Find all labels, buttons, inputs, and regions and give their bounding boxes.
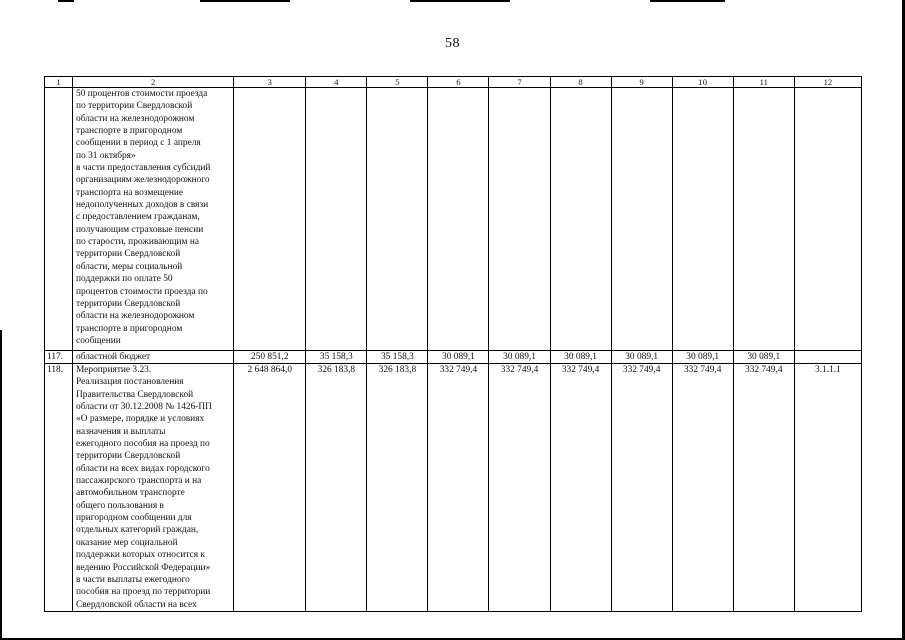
row-number: 118.: [45, 364, 73, 612]
value-cell: 30 089,1: [611, 351, 672, 364]
value-cell: 30 089,1: [733, 351, 794, 364]
scan-edge-top: [650, 0, 725, 2]
header-cell: 10: [672, 77, 733, 88]
table-row-117: [45, 351, 862, 364]
value-cell: [611, 88, 672, 351]
value-cell: 326 183,8: [306, 364, 367, 612]
value-cell: 30 089,1: [550, 351, 611, 364]
row-number: 117.: [45, 351, 73, 364]
row-number: [45, 88, 73, 351]
value-cell: [234, 88, 306, 351]
value-cell: 30 089,1: [489, 351, 550, 364]
value-cell: [489, 88, 550, 351]
scan-edge-top: [200, 0, 290, 2]
header-cell: 2: [73, 77, 234, 88]
code-cell: 3.1.1.1: [794, 364, 861, 612]
value-cell: [428, 88, 489, 351]
scan-edge-top: [410, 0, 510, 2]
value-cell: 35 158,3: [306, 351, 367, 364]
header-cell: 1: [45, 77, 73, 88]
value-cell: [306, 88, 367, 351]
value-cell: 2 648 864,0: [234, 364, 306, 612]
header-cell: 8: [550, 77, 611, 88]
row-description: областной бюджет: [73, 351, 234, 364]
value-cell: 332 749,4: [489, 364, 550, 612]
value-cell: [550, 88, 611, 351]
value-cell: 332 749,4: [611, 364, 672, 612]
code-cell: [794, 351, 861, 364]
code-cell: [794, 88, 861, 351]
header-cell: 3: [234, 77, 306, 88]
value-cell: [733, 88, 794, 351]
header-cell: 5: [367, 77, 428, 88]
header-cell: 9: [611, 77, 672, 88]
value-cell: 332 749,4: [428, 364, 489, 612]
row-description: 50 процентов стоимости проезда по территории Свердловской области на железнодорожном транспорте в пригородном сообщении в период с 1 апреля по 31 октября» в части предоставления субсидий организациям железнодорожного транспорта на возмещение недополученных доходов в связи с предоставлением гражданам, получающим страховые пенсии по старости, проживающим на территории Свердловской области, меры социальной поддержки по оплате 50 процентов стоимости проезда по территории Свердловской области на железнодорожном транспорте в пригородном сообщении: [73, 88, 234, 351]
row-description: Мероприятие 3.23. Реализация постановления Правительства Свердловской области от 30.12.2008 № 1426-ПП «О размере, порядке и условиях назначения и выплаты ежегодного пособия на проезд по территории Свердловской области на всех видах городского пассажирского транспорта и на автомобильном транспорте общего пользования в пригородном сообщении для отдельных категорий граждан, оказание мер социальной поддержки которых относится к ведению Российской Федерации» в части выплаты ежегодного пособия на проезд по территории Свердловской области на всех: [73, 364, 234, 612]
header-cell: 12: [794, 77, 861, 88]
scan-edge-top: [58, 0, 74, 2]
value-cell: 332 749,4: [672, 364, 733, 612]
page-number: 58: [445, 36, 460, 51]
value-cell: 30 089,1: [428, 351, 489, 364]
value-cell: 30 089,1: [672, 351, 733, 364]
table-row-continuation: [45, 88, 862, 351]
value-cell: 332 749,4: [550, 364, 611, 612]
scan-edge-left: [0, 330, 2, 640]
header-cell: 4: [306, 77, 367, 88]
header-cell: 7: [489, 77, 550, 88]
value-cell: 35 158,3: [367, 351, 428, 364]
budget-table: [44, 76, 862, 612]
header-cell: 11: [733, 77, 794, 88]
value-cell: 332 749,4: [733, 364, 794, 612]
table-header-row: [45, 77, 862, 88]
value-cell: 250 851,2: [234, 351, 306, 364]
header-cell: 6: [428, 77, 489, 88]
table-row-118: [45, 364, 862, 612]
value-cell: [367, 88, 428, 351]
value-cell: [672, 88, 733, 351]
value-cell: 326 183,8: [367, 364, 428, 612]
